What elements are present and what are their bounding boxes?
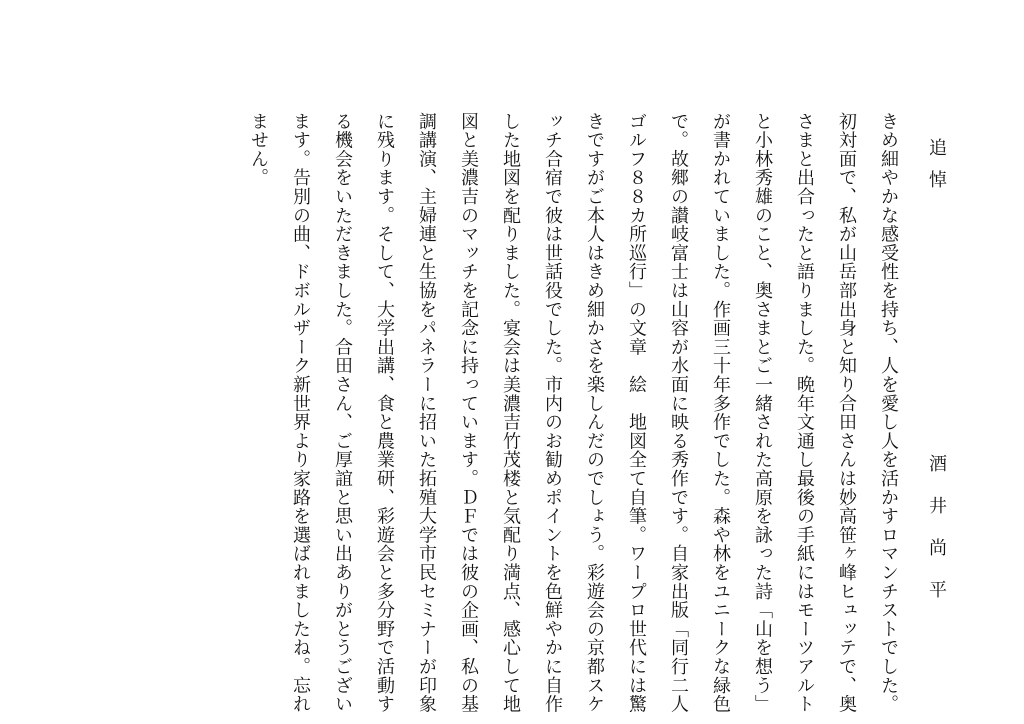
text-line-14: る機会をいただきました。合田さん、ご厚誼と思い出ありがとうござい bbox=[332, 112, 353, 714]
text-line-12: 調講演、主婦連と生協をパネラーに招いた拓殖大学市民セミナーが印象 bbox=[416, 112, 437, 714]
text-line-16: ません。 bbox=[248, 112, 269, 188]
text-line-2: 初対面で、私が山岳部出身と知り合田さんは妙高笹ヶ峰ヒュッテで、奥 bbox=[836, 112, 857, 714]
text-line-11: 図と美濃吉のマッチを記念に持っています。ＤＦでは彼の企画、私の基 bbox=[458, 112, 479, 714]
document-title: 追悼 bbox=[926, 138, 947, 202]
text-line-1: きめ細やかな感受性を持ち、人を愛し人を活かすロマンチストでした。 bbox=[878, 112, 899, 714]
text-line-8: きですがご本人はきめ細かさを楽しんだのでしょう。彩遊会の京都スケ bbox=[584, 112, 605, 714]
text-line-13: に残ります。そして、大学出講、食と農業研、彩遊会と多分野で活動す bbox=[374, 112, 395, 714]
text-line-10: した地図を配りました。宴会は美濃吉竹茂楼と気配り満点、感心して地 bbox=[500, 112, 521, 714]
text-line-3: さまと出合ったと語りました。晩年文通し最後の手紙にはモーツアルト bbox=[794, 112, 815, 714]
text-line-7: ゴルフ８８カ所巡行」の文章 絵 地図全て自筆。ワープロ世代には驚 bbox=[626, 112, 647, 714]
text-line-6: で。故郷の讃岐富士は山容が水面に映る秀作です。自家出版「同行二人 bbox=[668, 112, 689, 714]
text-line-4: と小林秀雄のこと、奥さまとご一緒された高原を詠った詩「山を想う」 bbox=[752, 112, 773, 714]
author-name: 酒井尚平 bbox=[926, 454, 947, 622]
text-line-5: が書かれていました。作画三十年多作でした。森や林をユニークな緑色 bbox=[710, 112, 731, 714]
text-line-9: ッチ合宿で彼は世話役でした。市内のお勧めポイントを色鮮やかに自作 bbox=[542, 112, 563, 714]
text-line-15: ます。告別の曲、ドボルザーク新世界より家路を選ばれましたね。忘れ bbox=[290, 112, 311, 714]
